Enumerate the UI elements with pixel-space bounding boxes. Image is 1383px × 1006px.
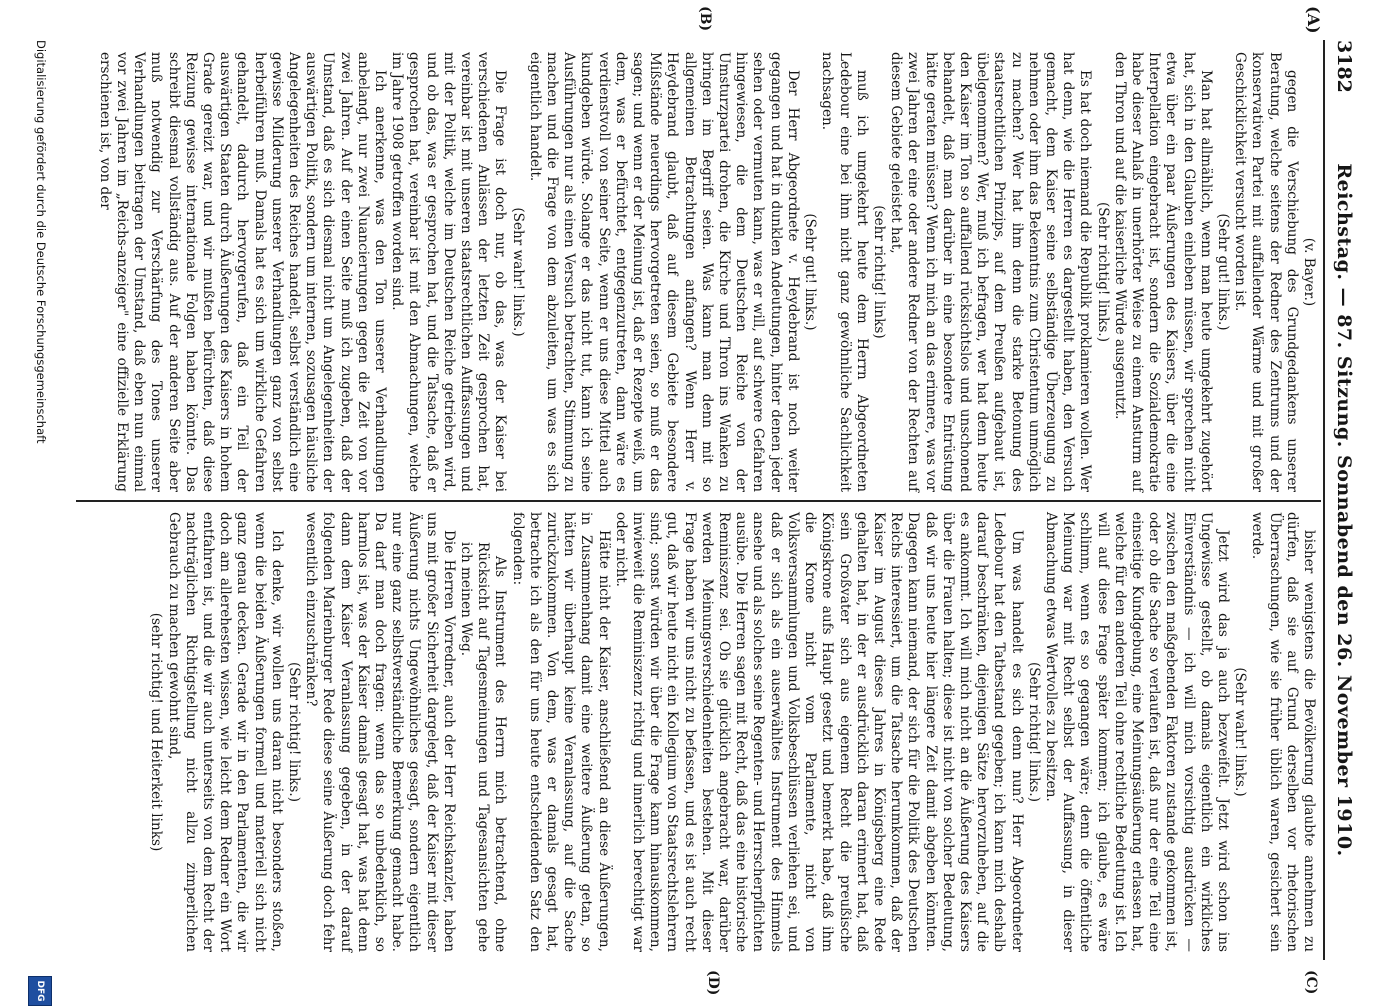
paragraph: Der Herr Abgeordnete v. Heydebrand ist noch weiter gegangen und hat in dunklen Andeutungen, hinter denen jeder sehen oder vermuten kann, was er will, auf schwere Gefahren hingewiesen, die dem Deutschen Reiche von der Umsturzpartei drohen, die Kirche und Thron ins Wanken zu bringen im Begriff seien. Was kann man denn mit so allgemeinen Betrachtungen anfangen? Wenn Herr v. Heydebrand glaubt, daß auf diesem Gebiete besondere Mißstände neuerdings hervorgetreten seien, so muß er das sagen; und wenn er der Meinung ist, daß er Rezepte weiß, um dem, was er befürchtet, entgegenzutreten, dann wäre es verdienstvoll von seiner Seite, wenn er uns diese Mittel auch kundgeben würde. Solange er das nicht tut, kann ich seine Ausführungen nur als einen Versuch betrachten, Stimmung zu machen und die Frage von dem abzuleiten, um was es sich eigentlich handelt.: [526, 52, 801, 492]
right-column: [147, 512, 1317, 952]
margin-marker-c: (C): [1303, 970, 1319, 995]
margin-marker-a: (A): [1304, 6, 1323, 34]
paragraph: Ich anerkenne, was den Ton unserer Verhandlungen anbelangt, nur zwei Nuancierungen gegen die Zeit von vor zwei Jahren. Auf der einen Seite muß ich zugeben, daß der Umstand, daß es sich diesmal nicht um Angelegenheiten der auswärtigen Politik, sondern um internen, sozusagen häusliche Angelegenheiten des Reiches handelt, selbst verständlich eine gewisse Milderung unserer Verhandlungen ganz von selbst herbeiführen muß. Damals hat es sich um wirkliche Gefahren gehandelt, dadurch hervorgerufen, daß ein Teil der auswärtigen Staaten durch Äußerungen des Kaisers in hohem Grade gereizt war, und wir mußten befürchten, daß diese Reizung gewisse internationale Folgen haben könnte. Das schreibt diesmal vollständig aus. Auf der anderen Seite aber muß notwendig zur Verschärfung des Tones unserer Verhandlungen beitragen der Umstand, daß eben nun einmal vor zwei Jahren im „Reichs-anzeiger" eine offizielle Erklärung erschienen ist, von der: [96, 52, 389, 492]
interjection: (Sehr gut! links.): [802, 213, 819, 331]
paragraph: Es hat doch niemand die Republik proklamieren wollen. Wer hat denn, wie die Herren es dargestellt haben, den Versuch gemacht, dem Kaiser seine selbständige Überzeugung zu nehmen oder ihm das Bekenntnis zum Christentum unmöglich zu machen? Wer hat ihm denn die starke Betonung des staatsrechtlichen Prinzips, auf dem Preußen aufgebaut ist, übelgenommen? Wer, muß ich befragen, wer hat denn heute den Kaiser im Ton so auffallend rücksichtslos und unschonend behandelt, daß man darüber in eine besondere Entrüstung hätte geraten müssen? Wenn ich mich an das erinnere, was vor zwei Jahren der eine oder andere Redner von der Rechten auf diesem Gebiete geleistet hat,: [888, 52, 1094, 492]
interjection: (Sehr wahr! links.): [1232, 667, 1249, 797]
paragraph: Die Frage ist doch nur, ob das, was der Kaiser bei verschiedenen Anlässen der letzten Zeit gesprochen hat, vereinbar ist mit unseren staatsrechtlichen Auffassungen und mit der Politik, welche im Deutschen Reiche getrieben wird, und ob das, was er gesprochen hat, und die Tatsache, daß er gesprochen hat, vereinbar ist mit den Abmachungen, welche im Jahre 1908 getroffen worden sind.: [389, 52, 509, 492]
paragraph: bisher wenigstens die Bevölkerung glaubte annehmen zu dürfen, daß sie auf Grund derselben vor rhetorischen Überraschungen, wie sie früher üblich waren, gesichert sein werde.: [1249, 512, 1317, 952]
paragraph: Jetzt wird das ja auch bezweifelt. Jetzt wird schon ins Ungewisse gestellt, ob damals eigentlich ein wirkliches Einverständnis — ich will mich vorsichtig ausdrücken — zwischen den maßgebenden Faktoren zustande gekommen ist, oder ob die Sache so verlaufen ist, daß nur der eine Teil eine einseitige Kundgebung, eine Meinungsäußerung erlassen hat, welche für den anderen Teil ohne rechtliche Bedeutung ist. Ich will auf diese Frage später kommen; ich glaube, es wäre schlimm, wenn es so gegangen wäre; denn die öffentliche Meinung war mit Recht selbst der Auffassung, in dieser Abmachung etwas Wertvolles zu besitzen.: [1042, 512, 1231, 952]
header-rule: [1323, 40, 1325, 960]
dfg-logo-text: DFG: [35, 980, 45, 1002]
margin-marker-b: (B): [697, 6, 713, 32]
digitization-note: Digitalisierung gefördert durch die Deutsche Forschungsgemeinschaft: [34, 40, 48, 444]
paragraph: Man hat allmählich, wenn man heute umgekehrt zugehört hat, sich in den Glauben einleben müssen, wir sprechen nicht etwa über ein paar Äußerungen des Kaisers, über die eine Interpellation eingebracht ist, sondern die Sozialdemokratie habe dieser Anlaß in unerhörter Weise zu einem Ansturm auf den Thron und auf die kaiserliche Würde ausgenutzt.: [1111, 52, 1214, 492]
digitization-footer: [18, 40, 58, 1000]
interjection: (Sehr richtig! links.): [1025, 661, 1042, 803]
paragraph: Um was handelt es sich denn nun? Herr Abgeordneter Ledebour hat den Tatbestand gegeben; ich kann mich deshalb darauf beschränken, diejenigen Sätze hervorzuheben, auf die es ankommt. Ich will mich nicht an die Äußerung des Kaisers über die Frauen halten; diese ist nicht von solcher Bedeutung, daß wir uns heute hier längere Zeit damit abgeben könnten. Dagegen kann niemand, der sich für die Politik des Deutschen Reichs interessiert, um die Tatsache herumkommen, daß der Kaiser im August dieses Jahres in Königsberg eine Rede gehalten hat, in der er ausdrücklich daran erinnert hat, daß sein Großvater sich aus eigenem Recht die preußische Königskrone aufs Haupt gesetzt und bemerkt habe, daß ihm die Krone nicht vom Parlamente, nicht von Volksversammlungen und Volksbeschlüssen verliehen sei, und daß er sich als ein auserwähltes Instrument des Himmels ansehe und als solches seine Regenten- und Herrscherpflichten ausübe. Die Herren sagen mit Recht, daß das eine historische Reminiszenz sei. Ob sie glücklich angebracht war, darüber werden Meinungsverschiedenheiten bestehen. Mit dieser Frage haben wir uns nicht zu befassen, und es ist auch recht gut, daß wir heute nicht ein Kollegium von Staatsrechtslehrern sind; sonst würden wir über die Frage kann hinauskommen, inwieweit die Reminiszenz richtig und innerlich berechtigt war oder nicht.: [612, 512, 1025, 953]
quotation: Als Instrument des Herrn mich betrachtend, ohne Rücksicht auf Tagesmeinungen und Tagesansichten gehe ich meinen Weg.: [458, 542, 509, 952]
paragraph: Die Herren Vorredner, auch der Herr Reichskanzler, haben uns mit großer Sicherheit dargelegt, daß der Kaiser mit dieser Äußerung nichts Ungewöhnliches gesagt, sondern eigentlich nur eine ganz selbstverständliche Bemerkung gemacht habe. Da darf man doch fragen: wenn das so unbedenklich, so harmlos ist, was der Kaiser damals gesagt hat, was hat denn dann dem Kaiser Veranlassung gegeben, in der darauf folgenden Marienburger Rede diese seine Äußerung doch fehr wesentlich einzuschränken?: [303, 512, 457, 952]
paragraph: gegen die Verschiebung des Grundgedankens unserer Beratung, welche seitens der Redner des Zentrums und der konservativen Partei mit auffallender Wärme und mit großer Geschicklichkeit versucht worden ist.: [1232, 52, 1300, 492]
speaker-label: (v. Bayer.): [1301, 237, 1317, 307]
paragraph: Ich denke, wir wollen uns daran nicht besonders stoßen, wenn die beiden Äußerungen formell und materiell sich nicht ganz genau decken. Gerade wir in den Parlamenten, die wir doch am allerehesten wissen, wie leicht dem Redner ein Wort entfahren ist, und die wir auch unterseits von dem Recht der nachträglichen Richtigstellung nicht allzu zimperlichen Gebrauch zu machen gewohnt sind,: [165, 512, 285, 952]
interjection: (Sehr gut! links.): [1214, 213, 1231, 331]
paragraph: Hätte nicht der Kaiser, anschließend an diese Äußerungen, in Zusammenhang damit eine weitere Äußerung getan, so hätten wir überhaupt keine Veranlassung, auf die Sache zurückzukommen. Von dem, was er damals gesagt hat, betrachte ich als den für uns heute entscheidenden Satz den folgenden:: [509, 512, 612, 952]
margin-marker-d: (D): [705, 970, 721, 996]
page-number: 3182: [1333, 40, 1355, 93]
interjection: (Sehr wahr! links.): [509, 207, 526, 337]
running-title: Reichstag. — 87. Sitzung. Sonnabend den 26. November 1910.: [1333, 163, 1355, 857]
interjection: (sehr richtig! links): [870, 205, 887, 339]
paragraph: muß ich umgekehrt heute dem Herrn Abgeordneten Ledebour eine bei ihm nicht ganz gewöhnliche Sachlichkeit nachsagen.: [819, 52, 870, 492]
interjection: (sehr richtig! und Heiterkeit links): [148, 612, 165, 852]
interjection: (Sehr richtig! links.): [286, 661, 303, 803]
left-column: [96, 52, 1317, 492]
column-divider: [76, 500, 1321, 502]
interjection: (Sehr richtig! links.): [1094, 201, 1111, 343]
dfg-logo: [28, 976, 52, 1006]
